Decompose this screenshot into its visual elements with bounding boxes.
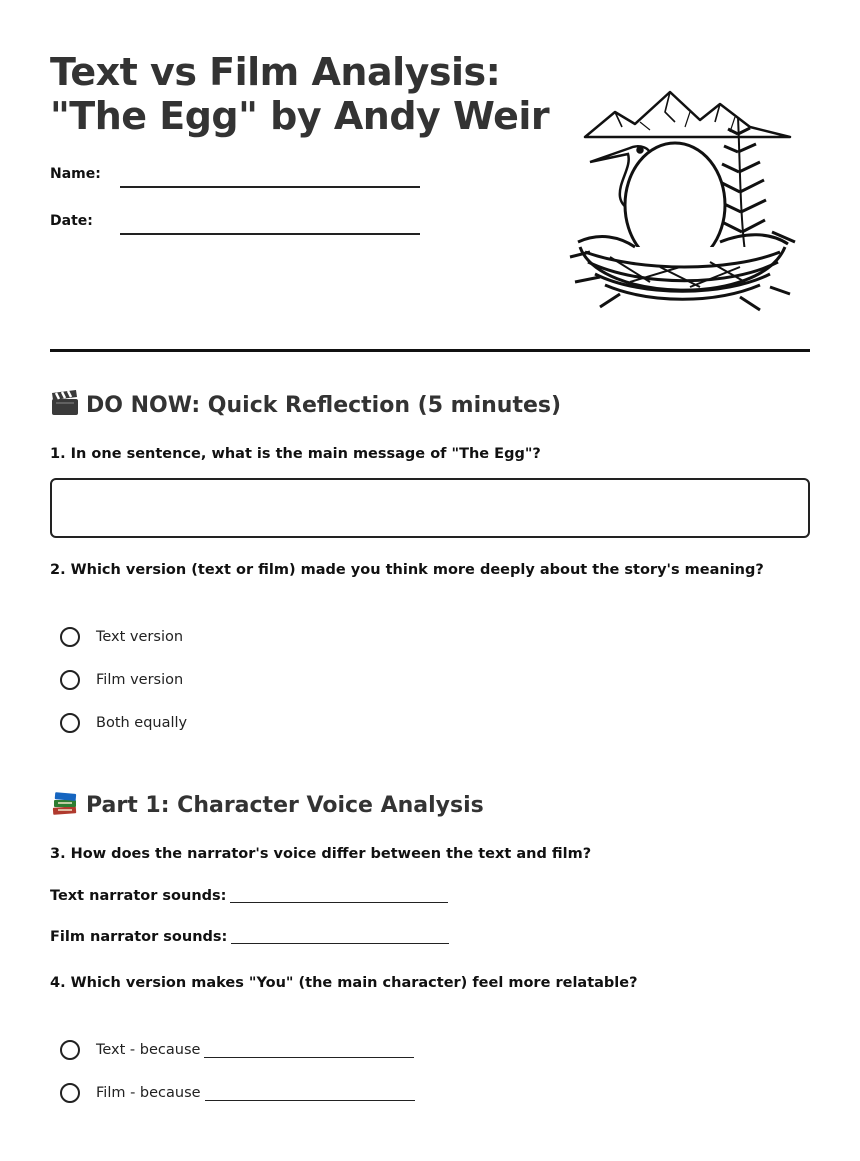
date-field (50, 213, 93, 229)
do-now-title: DO NOW: Quick Reflection (5 minutes) (86, 393, 562, 418)
text-narrator-blank[interactable] (230, 888, 448, 903)
option-label: Film version (96, 672, 184, 688)
date-label: Date: (50, 213, 93, 229)
question-1-answer-box[interactable] (50, 478, 810, 538)
film-narrator-label: Film narrator sounds: (50, 929, 228, 945)
q2-option-both[interactable] (60, 710, 187, 736)
radio-circle[interactable] (60, 670, 80, 690)
worksheet-page (50, 0, 810, 1101)
books-icon (50, 789, 80, 817)
film-narrator-line (50, 929, 449, 945)
title-line-2: "The Egg" by Andy Weir (50, 94, 550, 138)
name-label: Name: (50, 166, 101, 182)
radio-circle[interactable] (60, 627, 80, 647)
text-narrator-line (50, 888, 448, 904)
egg-nest-illustration (540, 82, 800, 322)
question-1: 1. In one sentence, what is the main message of "The Egg"? (50, 446, 541, 462)
text-narrator-label: Text narrator sounds: (50, 888, 227, 904)
date-input-line[interactable] (120, 233, 420, 235)
option-label: Film - because (96, 1085, 201, 1101)
option-label: Both equally (96, 715, 188, 731)
part-1-heading (50, 789, 484, 818)
name-field (50, 166, 101, 182)
title-line-1: Text vs Film Analysis: (50, 50, 501, 94)
q2-option-film[interactable] (60, 667, 183, 693)
do-now-heading (50, 389, 561, 418)
q4-film-reason-blank[interactable] (205, 1086, 415, 1101)
page-title (50, 50, 549, 138)
radio-circle[interactable] (60, 1040, 80, 1060)
radio-circle[interactable] (60, 713, 80, 733)
q2-option-text[interactable] (60, 624, 183, 650)
q4-text-reason-blank[interactable] (204, 1043, 414, 1058)
part-1-title: Part 1: Character Voice Analysis (86, 793, 484, 818)
mountains-drawing (585, 92, 790, 137)
option-label: Text version (96, 629, 184, 645)
worksheet-header (50, 0, 810, 352)
radio-circle[interactable] (60, 1083, 80, 1103)
q4-option-film[interactable] (60, 1080, 415, 1106)
question-3: 3. How does the narrator's voice differ between the text and film? (50, 846, 592, 862)
question-4: 4. Which version makes "You" (the main character) feel more relatable? (50, 975, 638, 991)
q4-option-text[interactable] (60, 1037, 414, 1063)
option-label: Text - because (96, 1042, 201, 1058)
name-input-line[interactable] (120, 186, 420, 188)
question-2: 2. Which version (text or film) made you think more deeply about the story's meaning? (50, 562, 764, 578)
film-narrator-blank[interactable] (231, 929, 449, 944)
header-divider (50, 349, 810, 352)
clapperboard-icon (50, 389, 80, 417)
